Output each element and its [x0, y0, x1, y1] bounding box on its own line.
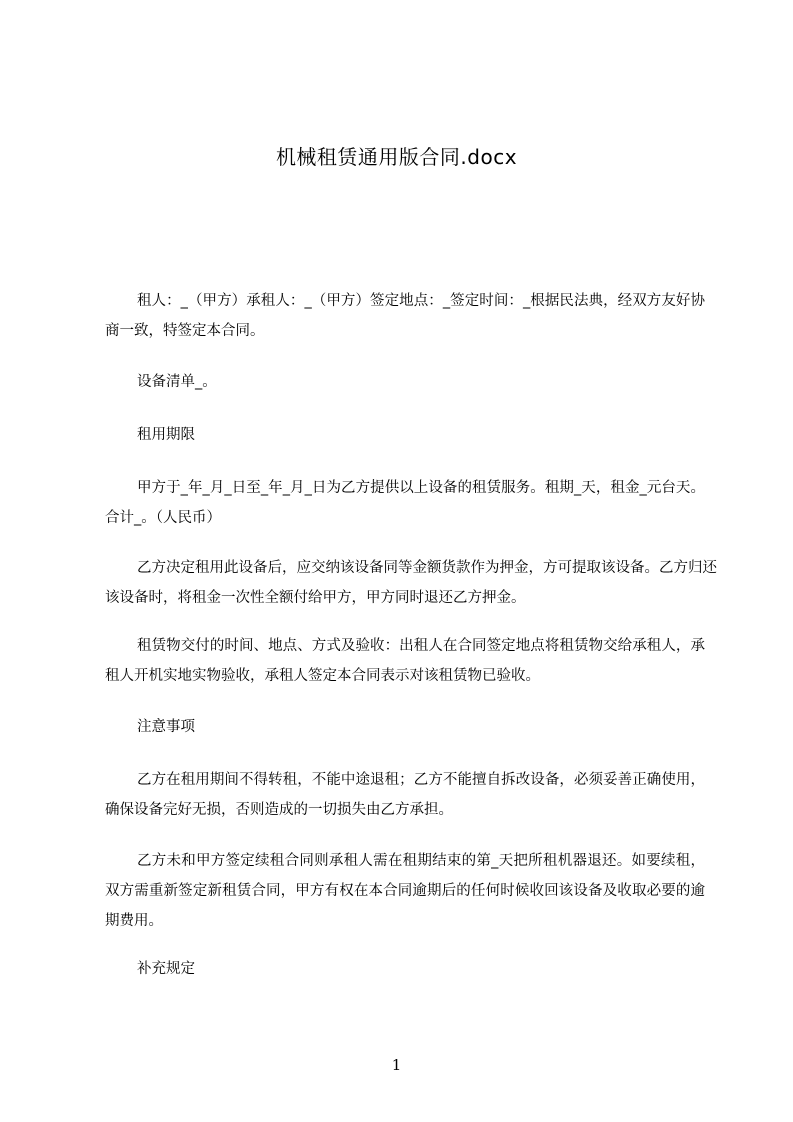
paragraph-usage-rules: 乙方在租用期间不得转租，不能中途退租；乙方不能擅自拆改设备，必须妥善正确使用，确保设备完好无损，否则造成的一切损失由乙方承担。: [105, 772, 705, 818]
paragraph-parties: 租人：_（甲方）承租人：_（甲方）签定地点：_签定时间：_根据民法典，经双方友好协商一致，特签定本合同。: [105, 293, 705, 339]
paragraph-renewal: 乙方未和甲方签定续租合同则承租人需在租期结束的第_天把所租机器退还。如要续租，双方需重新签定新租赁合同，甲方有权在本合同逾期后的任何时候收回该设备及收取必要的逾期费用。: [105, 853, 705, 929]
paragraph-rental-terms: 甲方于_年_月_日至_年_月_日为乙方提供以上设备的租赁服务。租期_天，租金_元台天。合计_。（人民币）: [105, 480, 705, 526]
paragraph-deposit: 乙方决定租用此设备后，应交纳该设备同等金额货款作为押金，方可提取该设备。乙方归还该设备时，将租金一次性全额付给甲方，甲方同时退还乙方押金。: [105, 560, 717, 606]
heading-supplementary: 补充规定: [137, 961, 195, 977]
heading-notes: 注意事项: [137, 719, 195, 735]
page-number: 1: [391, 1056, 402, 1074]
paragraph-delivery: 租赁物交付的时间、地点、方式及验收：出租人在合同签定地点将租赁物交给承租人，承租人开机实地实物验收，承租人签定本合同表示对该租赁物已验收。: [105, 638, 705, 684]
document-title: 机械租赁通用版合同.docx: [275, 145, 518, 169]
heading-rental-period: 租用期限: [137, 427, 195, 443]
paragraph-equipment-list: 设备清单_。: [137, 374, 217, 390]
